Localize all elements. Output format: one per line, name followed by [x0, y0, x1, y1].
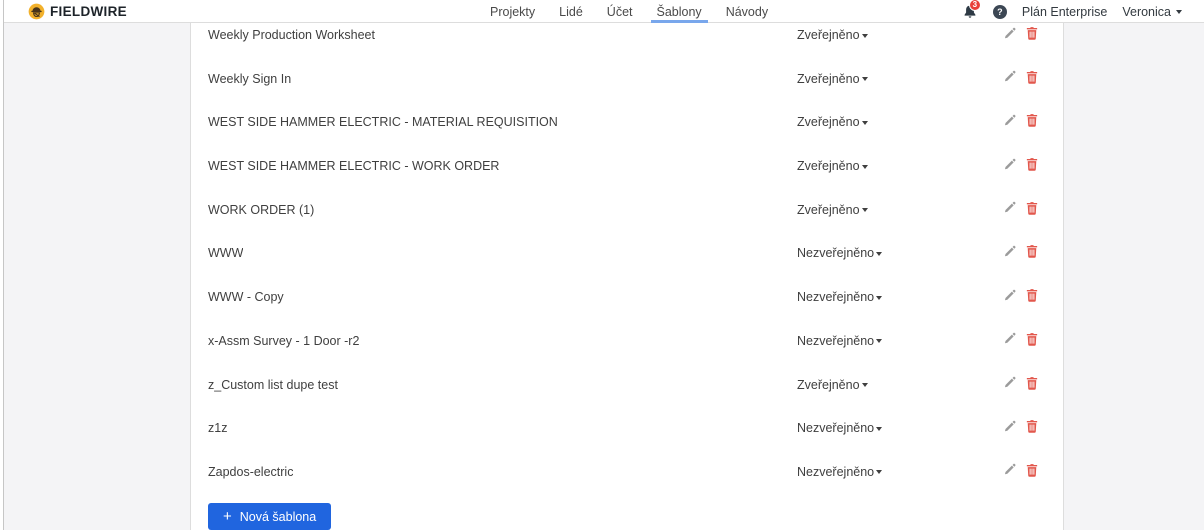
edit-pencil-icon[interactable] — [1003, 244, 1016, 258]
templates-panel — [190, 23, 1064, 530]
delete-trash-icon[interactable] — [1025, 244, 1038, 258]
row-actions — [1003, 26, 1038, 40]
delete-trash-icon[interactable] — [1025, 26, 1038, 40]
edit-pencil-icon[interactable] — [1003, 419, 1016, 433]
brand-name: FIELDWIRE — [50, 4, 127, 19]
nav-tab-label: Projekty — [490, 4, 536, 19]
chevron-down-icon — [876, 296, 882, 300]
topbar-right-cluster — [962, 0, 1182, 23]
template-name: z1z — [208, 421, 228, 436]
notifications-button[interactable] — [962, 0, 978, 20]
row-actions — [1003, 244, 1038, 258]
delete-trash-icon[interactable] — [1025, 201, 1038, 215]
status-dropdown[interactable] — [797, 465, 882, 479]
template-row — [191, 241, 1063, 285]
template-name: Zapdos-electric — [208, 464, 294, 479]
edit-pencil-icon[interactable] — [1003, 463, 1016, 477]
main-nav — [478, 0, 780, 23]
status-dropdown[interactable] — [797, 246, 882, 260]
chevron-down-icon — [862, 34, 868, 38]
top-navigation-bar — [0, 0, 1204, 23]
chevron-down-icon — [862, 383, 868, 387]
edit-pencil-icon[interactable] — [1003, 26, 1016, 40]
delete-trash-icon[interactable] — [1025, 70, 1038, 84]
template-row — [191, 460, 1063, 504]
nav-tab-label: Šablony — [656, 4, 702, 19]
status-dropdown[interactable] — [797, 334, 882, 348]
new-template-button[interactable] — [208, 503, 331, 530]
row-actions — [1003, 70, 1038, 84]
edit-pencil-icon[interactable] — [1003, 332, 1016, 346]
row-actions — [1003, 376, 1038, 390]
plan-enterprise-link[interactable]: Plán Enterprise — [1021, 4, 1108, 19]
user-menu[interactable] — [1122, 5, 1182, 19]
chevron-down-icon — [862, 77, 868, 81]
status-label: Nezveřejněno — [797, 421, 875, 436]
status-dropdown[interactable] — [797, 378, 868, 392]
template-name: WWW - Copy — [208, 290, 284, 305]
status-dropdown[interactable] — [797, 115, 868, 129]
template-row — [191, 373, 1063, 417]
edit-pencil-icon[interactable] — [1003, 157, 1016, 171]
template-name: z_Custom list dupe test — [208, 377, 338, 392]
row-actions — [1003, 419, 1038, 433]
template-row — [191, 23, 1063, 67]
template-name: WWW — [208, 246, 244, 261]
chevron-down-icon — [876, 252, 882, 256]
status-dropdown[interactable] — [797, 421, 882, 435]
template-list — [191, 23, 1063, 504]
row-actions — [1003, 201, 1038, 215]
row-actions — [1003, 157, 1038, 171]
notification-count-badge: 3 — [969, 0, 981, 11]
nav-tab-účet[interactable] — [595, 0, 645, 23]
window-left-edge — [0, 0, 4, 530]
template-name: x-Assm Survey - 1 Door -r2 — [208, 333, 360, 348]
fieldwire-logo-icon — [28, 3, 45, 20]
delete-trash-icon[interactable] — [1025, 332, 1038, 346]
nav-tab-label: Lidé — [559, 4, 583, 19]
template-name: Weekly Production Worksheet — [208, 28, 375, 42]
nav-tab-label: Návody — [725, 4, 769, 19]
template-row — [191, 154, 1063, 198]
template-name: Weekly Sign In — [208, 71, 292, 86]
plus-icon: + — [223, 507, 232, 525]
row-actions — [1003, 332, 1038, 346]
delete-trash-icon[interactable] — [1025, 288, 1038, 302]
edit-pencil-icon[interactable] — [1003, 70, 1016, 84]
row-actions — [1003, 113, 1038, 127]
edit-pencil-icon[interactable] — [1003, 113, 1016, 127]
template-name: WORK ORDER (1) — [208, 202, 315, 217]
edit-pencil-icon[interactable] — [1003, 288, 1016, 302]
question-mark-icon: ? — [997, 6, 1003, 17]
template-row — [191, 285, 1063, 329]
status-dropdown[interactable] — [797, 290, 882, 304]
help-button[interactable] — [993, 5, 1007, 19]
row-actions — [1003, 463, 1038, 477]
chevron-down-icon — [876, 339, 882, 343]
chevron-down-icon — [862, 208, 868, 212]
delete-trash-icon[interactable] — [1025, 419, 1038, 433]
nav-tab-šablony[interactable] — [645, 0, 714, 23]
row-actions — [1003, 288, 1038, 302]
status-label: Nezveřejněno — [797, 290, 875, 305]
template-row — [191, 110, 1063, 154]
status-dropdown[interactable] — [797, 28, 868, 42]
delete-trash-icon[interactable] — [1025, 157, 1038, 171]
template-name: WEST SIDE HAMMER ELECTRIC - MATERIAL REQUISITION — [208, 115, 558, 130]
new-template-label: Nová šablona — [239, 509, 317, 524]
template-name: WEST SIDE HAMMER ELECTRIC - WORK ORDER — [208, 159, 500, 174]
nav-tab-projekty[interactable] — [478, 0, 547, 23]
template-row — [191, 67, 1063, 111]
chevron-down-icon — [862, 165, 868, 169]
status-label: Nezveřejněno — [797, 464, 875, 479]
template-row — [191, 198, 1063, 242]
delete-trash-icon[interactable] — [1025, 463, 1038, 477]
edit-pencil-icon[interactable] — [1003, 376, 1016, 390]
status-label: Zveřejněno — [797, 377, 860, 392]
edit-pencil-icon[interactable] — [1003, 201, 1016, 215]
status-label: Zveřejněno — [797, 115, 860, 130]
user-name: Veronica — [1122, 4, 1171, 19]
status-label: Zveřejněno — [797, 202, 860, 217]
status-label: Nezveřejněno — [797, 333, 875, 348]
chevron-down-icon — [876, 470, 882, 474]
status-dropdown[interactable] — [797, 72, 868, 86]
delete-trash-icon[interactable] — [1025, 376, 1038, 390]
status-dropdown[interactable] — [797, 203, 868, 217]
nav-tab-návody[interactable] — [714, 0, 780, 23]
chevron-down-icon — [876, 427, 882, 431]
template-row — [191, 329, 1063, 373]
delete-trash-icon[interactable] — [1025, 113, 1038, 127]
status-label: Zveřejněno — [797, 28, 860, 42]
chevron-down-icon — [862, 121, 868, 125]
status-dropdown[interactable] — [797, 159, 868, 173]
brand-logo[interactable] — [28, 0, 127, 23]
nav-tab-label: Účet — [606, 4, 633, 19]
status-label: Zveřejněno — [797, 159, 860, 174]
nav-tab-lidé[interactable] — [547, 0, 595, 23]
status-label: Zveřejněno — [797, 71, 860, 86]
template-row — [191, 416, 1063, 460]
chevron-down-icon — [1176, 10, 1182, 14]
status-label: Nezveřejněno — [797, 246, 875, 261]
